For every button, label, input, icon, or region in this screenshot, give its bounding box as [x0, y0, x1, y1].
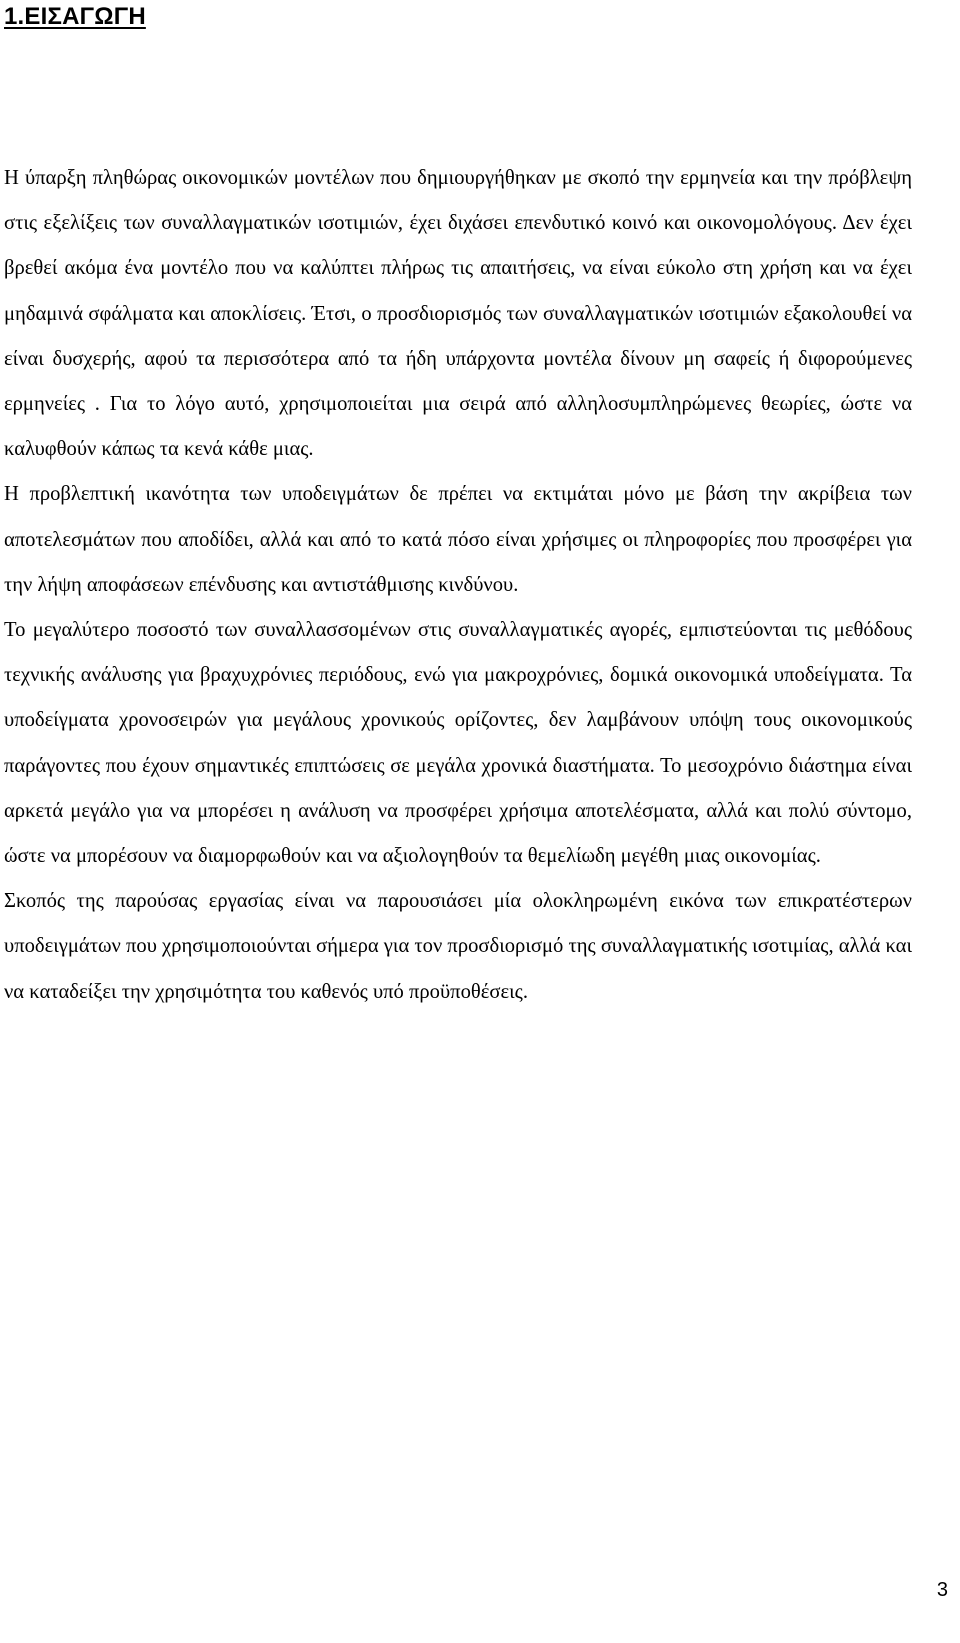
body-text [4, 156, 912, 1015]
paragraph-1: Η ύπαρξη πληθώρας οικονομικών μοντέλων που δημιουργήθηκαν με σκοπό την ερμηνεία και την πρόβλεψη στις εξελίξεις των συναλλαγματικών ισοτιμιών, έχει διχάσει επενδυτικό κοινό και οικονομολόγους. Δεν έχει βρεθεί ακόμα ένα μοντέλο που να καλύπτει πλήρως τις απαιτήσεις, να είναι εύκολο στη χρήση και να έχει μηδαμινά σφάλματα και αποκλίσεις. Έτσι, ο προσδιορισμός των συναλλαγματικών ισοτιμιών εξακολουθεί να είναι δυσχερής, αφού τα περισσότερα από τα ήδη υπάρχοντα μοντέλα δίνουν μη σαφείς ή διφορούμενες ερμηνείες . Για το λόγο αυτό, χρησιμοποιείται μια σειρά από αλληλοσυμπληρώμενες θεωρίες, ώστε να καλυφθούν κάπως τα κενά κάθε μιας. [4, 167, 912, 461]
paragraph-4: Σκοπός της παρούσας εργασίας είναι να παρουσιάσει μία ολοκληρωμένη εικόνα των επικρατέστερων υποδειγμάτων που χρησιμοποιούνται σήμερα για τον προσδιορισμό της συναλλαγματικής ισοτιμίας, αλλά και να καταδείξει την χρησιμότητα του καθενός υπό προϋποθέσεις. [4, 890, 912, 1003]
section-heading: 1.ΕΙΣΑΓΩΓΗ [4, 3, 146, 30]
paragraph-3: Το μεγαλύτερο ποσοστό των συναλλασσομένων στις συναλλαγματικές αγορές, εμπιστεύονται τις μεθόδους τεχνικής ανάλυσης για βραχυχρόνιες περιόδους, ενώ για μακροχρόνιες, δομικά οικονομικά υποδείγματα. Τα υποδείγματα χρονοσειρών για μεγάλους χρονικούς ορίζοντες, δεν λαμβάνουν υπόψη τους οικονομικούς παράγοντες που έχουν σημαντικές επιπτώσεις σε μεγάλα χρονικά διαστήματα. Το μεσοχρόνιο διάστημα είναι αρκετά μεγάλο για να μπορέσει η ανάλυση να προσφέρει χρήσιμα αποτελέσματα, αλλά και πολύ σύντομο, ώστε να μπορέσουν να διαμορφωθούν και να αξιολογηθούν τα θεμελίωδη μεγέθη μιας οικονομίας. [4, 619, 912, 868]
paragraph-2: Η προβλεπτική ικανότητα των υποδειγμάτων δε πρέπει να εκτιμάται μόνο με βάση την ακρίβεια των αποτελεσμάτων που αποδίδει, αλλά και από το κατά πόσο είναι χρήσιμες οι πληροφορίες που προσφέρει για την λήψη αποφάσεων επένδυσης και αντιστάθμισης κινδύνου. [4, 483, 912, 596]
page-number: 3 [936, 1579, 948, 1601]
